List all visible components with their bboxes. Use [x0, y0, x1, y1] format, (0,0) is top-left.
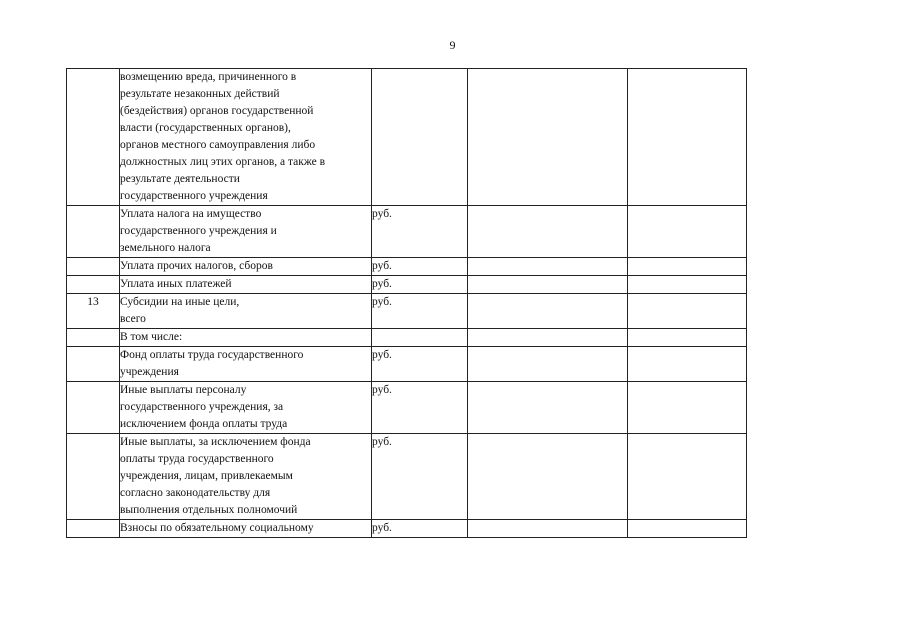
row-name-line: результате незаконных действий [120, 88, 280, 100]
row-name-line: возмещению вреда, причиненного в [120, 71, 297, 83]
row-name-cell [120, 276, 372, 294]
row-name-cell [120, 434, 372, 520]
row-number-cell [67, 69, 120, 206]
row-name-line: Субсидии на иные цели, [120, 296, 240, 308]
row-name-cell [120, 329, 372, 347]
row-number-cell [67, 520, 120, 538]
row-name-line: органов местного самоуправления либо [120, 139, 316, 151]
row-name-line: земельного налога [120, 242, 211, 254]
table-row [67, 347, 747, 382]
value-cell-1 [468, 69, 628, 206]
value-cell-2 [628, 382, 747, 434]
row-number-cell [67, 276, 120, 294]
row-name-line: согласно законодательству для [120, 487, 271, 499]
row-name-line: выполнения отдельных полномочий [120, 504, 298, 516]
row-name-line: Взносы по обязательному социальному [120, 522, 314, 534]
row-name-line: оплаты труда государственного [120, 453, 274, 465]
value-cell-2 [628, 434, 747, 520]
row-name-line: Уплата иных платежей [120, 278, 232, 290]
value-cell-1 [468, 347, 628, 382]
row-name-cell [120, 520, 372, 538]
row-number-cell [67, 258, 120, 276]
value-cell-2 [628, 276, 747, 294]
value-cell-2 [628, 329, 747, 347]
value-cell-1 [468, 329, 628, 347]
value-cell-2 [628, 206, 747, 258]
table-row [67, 382, 747, 434]
page-number: 9 [449, 38, 456, 52]
unit-cell [372, 69, 468, 206]
value-cell-1 [468, 276, 628, 294]
row-name-line: (бездействия) органов государственной [120, 105, 314, 117]
unit-cell: руб. [372, 258, 468, 276]
row-name-cell [120, 258, 372, 276]
row-number-cell [67, 434, 120, 520]
row-number-cell [67, 329, 120, 347]
row-name-line: Иные выплаты персоналу [120, 384, 247, 396]
row-name-cell [120, 69, 372, 206]
unit-cell: руб. [372, 520, 468, 538]
value-cell-1 [468, 258, 628, 276]
unit-cell: руб. [372, 276, 468, 294]
value-cell-2 [628, 520, 747, 538]
row-number-cell [67, 347, 120, 382]
table-row [67, 520, 747, 538]
row-number-cell [67, 206, 120, 258]
row-name-line: результате деятельности [120, 173, 240, 185]
row-number-cell: 13 [67, 294, 120, 329]
row-name-cell [120, 294, 372, 329]
row-name-line: государственного учреждения и [120, 225, 277, 237]
value-cell-2 [628, 347, 747, 382]
row-name-cell [120, 347, 372, 382]
row-name-cell [120, 382, 372, 434]
row-name-line: всего [120, 313, 146, 325]
row-name-line: государственного учреждения [120, 190, 268, 202]
row-name-line: власти (государственных органов), [120, 122, 291, 134]
value-cell-1 [468, 520, 628, 538]
unit-cell [372, 329, 468, 347]
report-table [66, 68, 747, 538]
value-cell-1 [468, 206, 628, 258]
table-row [67, 294, 747, 329]
row-number-cell [67, 382, 120, 434]
row-name-line: должностных лиц этих органов, а также в [120, 156, 326, 168]
table-row [67, 206, 747, 258]
row-name-line: государственного учреждения, за [120, 401, 284, 413]
row-name-line: Уплата налога на имущество [120, 208, 262, 220]
unit-cell: руб. [372, 294, 468, 329]
value-cell-1 [468, 382, 628, 434]
row-name-line: Фонд оплаты труда государственного [120, 349, 304, 361]
unit-cell: руб. [372, 382, 468, 434]
row-name-line: В том числе: [120, 331, 183, 343]
table-row [67, 258, 747, 276]
table-row [67, 329, 747, 347]
row-name-cell [120, 206, 372, 258]
table-row [67, 69, 747, 206]
table-row [67, 276, 747, 294]
row-name-line: учреждения [120, 366, 179, 378]
unit-cell: руб. [372, 347, 468, 382]
row-name-line: Уплата прочих налогов, сборов [120, 260, 273, 272]
row-name-line: исключением фонда оплаты труда [120, 418, 288, 430]
value-cell-2 [628, 294, 747, 329]
value-cell-1 [468, 294, 628, 329]
value-cell-2 [628, 69, 747, 206]
value-cell-1 [468, 434, 628, 520]
row-name-line: учреждения, лицам, привлекаемым [120, 470, 293, 482]
unit-cell: руб. [372, 434, 468, 520]
value-cell-2 [628, 258, 747, 276]
table-row [67, 434, 747, 520]
row-name-line: Иные выплаты, за исключением фонда [120, 436, 311, 448]
unit-cell: руб. [372, 206, 468, 258]
